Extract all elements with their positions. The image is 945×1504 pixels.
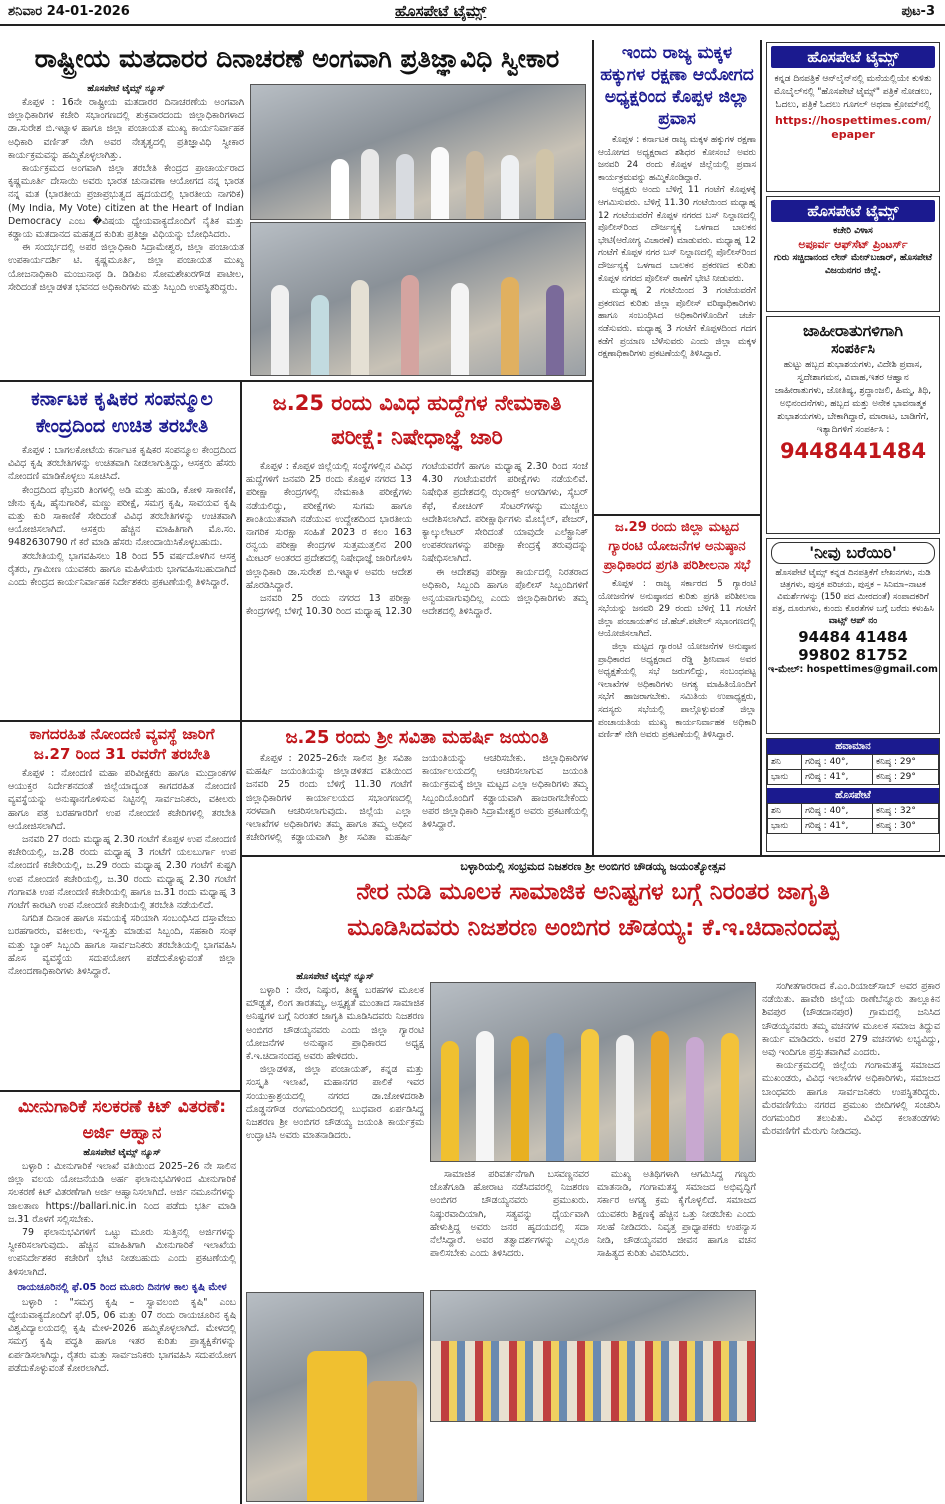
row-divider	[0, 720, 240, 722]
paragraph: ಕಾರ್ಯಕ್ರಮದ ಅಂಗವಾಗಿ ಜಿಲ್ಲಾ ತರಬೇತಿ ಕೇಂದ್ರದ ಪ್ರಾಚಾರ್ಯರಾದ ಕೃಷ್ಣಮೂರ್ತಿ ದೇಸಾಯಿ ಅವರು ಭಾರತ ಚುನಾವಣಾ ಆಯೋಗದ ನನ್ನ ಭಾರತ ನನ್ನ ಮತ (ಭಾರತೀಯ ಪ್ರಜಾಪ್ರಭುತ್ವದ ಹೃದಯದಲ್ಲಿ ಭಾರತೀಯ ನಾಗರಿಕ) (My India, My Vote) citizen at the Heart of Indian Democracy ಎಂಬ �ವಿಷಯ ಧ್ಯೇಯವಾಕ್ಯದೊಂದಿಗೆ ನೈತಿಕ ಮತ್ತು ಕಡ್ಡಾಯ ಮತದಾನದ ಮಹತ್ವದ ಕುರಿತು ಪ್ರತಿಜ್ಞಾ ವಿಧಿಯನ್ನು ಬೋಧಿಸಿದರು.	[8, 163, 244, 241]
paragraph: ತರಬೇತಿಯಲ್ಲಿ ಭಾಗವಹಿಸಲು 18 ರಿಂದ 55 ವರ್ಷದೊಳಗಿನ ಆಸಕ್ತ ರೈತರು, ಗ್ರಾಮೀಣ ಯುವಕರು ಹಾಗೂ ಮಹಿಳೆಯರು ಭಾಗವಹಿಸಬಹುದಾಗಿದೆ ಎಂದು ಕೇಂದ್ರದ ಕಾರ್ಯನಿರ್ವಾಹಕ ನಿರ್ದೇಶಕರು ಪ್ರಕಟಣೆಯಲ್ಲಿ ತಿಳಿಸಿದ್ದಾರೆ.	[8, 550, 236, 589]
sidebar-office	[766, 196, 940, 312]
article-guarantee	[598, 518, 756, 853]
paragraph: ಕೊಪ್ಪಳ : ರಾಜ್ಯ ಸರ್ಕಾರದ 5 ಗ್ಯಾರಂಟಿ ಯೋಜನೆಗಳ ಅನುಷ್ಠಾನದ ಕುರಿತು ಪ್ರಗತಿ ಪರಿಶೀಲನಾ ಸಭೆಯನ್ನು ಜನವರಿ 29 ರಂದು ಬೆಳಿಗ್ಗೆ 11 ಗಂಟೆಗೆ ಜಿಲ್ಲಾ ಪಂಚಾಯತ್‌ನ ಜೆ.ಹೆಚ್.ಪಟೇಲ್ ಸಭಾಂಗಣದಲ್ಲಿ ಆಯೋಜಿಸಲಾಗಿದೆ.	[598, 579, 756, 640]
paragraph: ಮುಖ್ಯ ಅತಿಥಿಗಳಾಗಿ ಆಗಮಿಸಿದ್ದ ಗಣ್ಯರು ಮಾತನಾಡಿ, ಗಂಗಾಮತಸ್ಥ ಸಮಾಜದ ಅಭಿವೃದ್ಧಿಗೆ ಸರ್ಕಾರ ಅಗತ್ಯ ಕ್ರಮ ಕೈಗೊಳ್ಳಲಿದೆ. ಸಮಾಜದ ಯುವಕರು ಶಿಕ್ಷಣಕ್ಕೆ ಹೆಚ್ಚಿನ ಒತ್ತು ನೀಡಬೇಕು ಎಂದು ಸಲಹೆ ನೀಡಿದರು. ನಿವೃತ್ತ ಪ್ರಾಧ್ಯಾಪಕರು ಉಪನ್ಯಾಸ ನೀಡಿ, ಚೌಡಯ್ಯನವರ ಜೀವನ ಹಾಗೂ ವಚನ ಸಾಹಿತ್ಯದ ಕುರಿತು ವಿವರಿಸಿದರು.	[597, 1169, 756, 1260]
article-body	[598, 578, 756, 742]
paragraph: ಜನವರಿ 25 ರಂದು ನಗರದ 13 ಪರೀಕ್ಷಾ ಕೇಂದ್ರಗಳಲ್ಲಿ ಬೆಳಿಗ್ಗೆ 10.30 ರಿಂದ ಮಧ್ಯಾಹ್ನ 12.30 ಗಂಟೆಯವರೆಗೆ ಹಾಗೂ ಮಧ್ಯಾಹ್ನ 2.30 ರಿಂದ ಸಂಜೆ 4.30 ಗಂಟೆಯವರೆಗೆ ಪರೀಕ್ಷೆಗಳು ನಡೆಯಲಿವೆ. ನಿಷೇಧಿತ ಪ್ರದೇಶದಲ್ಲಿ ಝರಾಕ್ಸ್ ಅಂಗಡಿಗಳು, ಸೈಬರ್ ಕೆಫೆ, ಕೋಚಿಂಗ್ ಸೆಂಟರ್‌ಗಳನ್ನು ಮುಚ್ಚಲು ಆದೇಶಿಸಲಾಗಿದೆ. ಪರೀಕ್ಷಾರ್ಥಿಗಳು ಮೊಬೈಲ್, ಪೇಜರ್, ಕ್ಯಾಲ್ಕುಲೇಟರ್ ಸೇರಿದಂತೆ ಯಾವುದೇ ಎಲೆಕ್ಟ್ರಾನಿಕ್ ಉಪಕರಣಗಳನ್ನು ಪರೀಕ್ಷಾ ಕೇಂದ್ರಕ್ಕೆ ತರುವುದನ್ನು ನಿಷೇಧಿಸಲಾಗಿದೆ.	[246, 461, 588, 618]
row-divider	[240, 855, 945, 857]
weather-day: ಶನಿ	[768, 755, 802, 770]
article-body	[246, 984, 424, 1142]
article-child-rights	[598, 42, 756, 512]
paragraph: ಬಳ್ಳಾರಿ : "ಸಮಗ್ರ ಕೃಷಿ – ಸ್ವಾವಲಂಬಿ ಕೃಷಿ" ಎಂಬ ಧ್ಯೇಯವಾಕ್ಯದೊಂದಿಗೆ ಫೆ.05, 06 ಮತ್ತು 07 ರಂದು ರಾಯಚೂರಿನ ಕೃಷಿ ವಿಶ್ವವಿದ್ಯಾಲಯದಲ್ಲಿ ಕೃಷಿ ಮೇಳ-2026 ಹಮ್ಮಿಕೊಳ್ಳಲಾಗಿದೆ. ಮೇಳದಲ್ಲಿ ಸಮಗ್ರ ಕೃಷಿ ಪದ್ಧತಿ ಹಾಗೂ ಇತರ ಕುರಿತು ಪ್ರಾತ್ಯಕ್ಷಿಕೆಗಳನ್ನು ಏರ್ಪಡಿಸಲಾಗಿದ್ದು, ರೈತರು ಮತ್ತು ಸಾರ್ವಜನಿಕರು ಭಾಗವಹಿಸಿ ಸದುಪಯೋಗ ಪಡೆದುಕೊಳ್ಳುವಂತೆ ಕೋರಲಾಗಿದೆ.	[8, 1296, 236, 1374]
pledge-photo-top	[250, 84, 586, 220]
paragraph: ಅಧ್ಯಕ್ಷರು ಅಂದು ಬೆಳಿಗ್ಗೆ 11 ಗಂಟೆಗೆ ಕೊಪ್ಪಳಕ್ಕೆ ಆಗಮಿಸುವರು. ಬೆಳಿಗ್ಗೆ 11.30 ಗಂಟೆಯಿಂದ ಮಧ್ಯಾಹ್ನ 12 ಗಂಟೆಯವರೆಗೆ ಕೊಪ್ಪಳ ನಗರದ ಬಸ್ ನಿಲ್ದಾಣದಲ್ಲಿ ಪೊಲೀಸ್‌ರಿಂದ ದೌರ್ಜನ್ಯಕ್ಕೆ ಒಳಗಾದ ಬಾಲಕನ ಭೇಟಿ(ಆರೋಗ್ಯ ವಿಚಾರಣೆ) ಮಾಡುವರು. ಮಧ್ಯಾಹ್ನ 12 ಗಂಟೆಗೆ ಕೊಪ್ಪಳ ನಗರ ಬಸ್ ನಿಲ್ದಾಣದಲ್ಲಿ ಪೊಲೀಸ್‌ರಿಂದ ದೌರ್ಜನ್ಯಕ್ಕೆ ಒಳಗಾದ ಬಾಲಕನ ಪ್ರಕರಣದ ಕುರಿತು ಕೊಪ್ಪಳ ನಗರದ ಪೊಲೀಸ್ ಠಾಣೆಗೆ ಭೇಟಿ ನೀಡುವರು.	[598, 185, 756, 284]
issue-date: ಶನಿವಾರ 24-01-2026	[8, 4, 130, 19]
speaker-photo	[246, 1292, 424, 1502]
weather-title: ಹವಾಮಾನ	[767, 739, 939, 754]
write-email[interactable]: ಇ-ಮೇಲ್: hospettimes@gmail.com	[768, 664, 938, 675]
weather-day: ಶನಿ	[768, 804, 802, 819]
office-title: ಹೊಸಪೇಟೆ ಟೈಮ್ಸ್	[771, 200, 935, 222]
article-headline: ಜ.25 ರಂದು ವಿವಿಧ ಹುದ್ದೆಗಳ ನೇಮಕಾತಿ ಪರೀಕ್ಷೆ: ನಿಷೇಧಾಜ್ಞೆ ಜಾರಿ	[272, 391, 562, 449]
article-body	[246, 752, 588, 844]
paragraph: ಕೊಪ್ಪಳ : 16ನೇ ರಾಷ್ಟ್ರೀಯ ಮತದಾರರ ದಿನಾಚರಣೆಯ ಅಂಗವಾಗಿ ಜಿಲ್ಲಾಧಿಕಾರಿಗಳ ಕಚೇರಿ ಸಭಾಂಗಣದಲ್ಲಿ ಶುಕ್ರವಾರದಂದು ಜಿಲ್ಲಾಧಿಕಾರಿಗಳಾದ ಡಾ.ಸುರೇಶ ಬಿ.ಇಟ್ನಾಳ ಹಾಗೂ ಜಿಲ್ಲಾ ಪಂಚಾಯತ ಮುಖ್ಯ ಕಾರ್ಯನಿರ್ವಾಹಕ ಅಧಿಕಾರಿ ವರ್ಣಿತ್ ನೇಗಿ ಅವರ ನೇತೃತ್ವದಲ್ಲಿ ಪ್ರತಿಜ್ಞಾವಿಧಿ ಸ್ವೀಕಾರ ಕಾರ್ಯಕ್ರಮವನ್ನು ಹಮ್ಮಿಕೊಳ್ಳಲಾಗಿತ್ತು.	[8, 97, 244, 161]
weather-row	[768, 804, 939, 819]
write-title: 'ನೀವು ಬರೆಯಿರಿ'	[771, 542, 935, 564]
article-body	[430, 1168, 756, 1260]
weather-min: ಕನಿಷ್ಠ : 32°	[872, 804, 938, 819]
page-number: ಪುಟ-3	[901, 4, 935, 19]
paragraph: ಸಾಮಾಜಿಕ ಪರಿವರ್ತನೆಗಾಗಿ ಬಸವಣ್ಣನವರ ಜೊತೆಗೂಡಿ ಹೋರಾಟ ನಡೆಸಿದವರಲ್ಲಿ ನಿಜಶರಣ ಅಂಬಿಗರ ಚೌಡಯ್ಯನವರು ಪ್ರಮುಖರು. ನಿಷ್ಠುರವಾದಿಯಾಗಿ, ಸತ್ಯವನ್ನು ಧೈರ್ಯವಾಗಿ ಹೇಳುತ್ತಿದ್ದ ಅವರು ಜನರ ಹೃದಯದಲ್ಲಿ ಸದಾ ನೆಲೆಸಿದ್ದಾರೆ. ಅವರ ತತ್ವಾದರ್ಶಗಳನ್ನು ಎಲ್ಲರೂ ಪಾಲಿಸಬೇಕು ಎಂದು ತಿಳಿಸಿದರು.	[430, 1169, 589, 1260]
article-body	[598, 134, 756, 361]
article-exam	[246, 386, 588, 718]
article-pledge	[8, 42, 586, 378]
weather-table-2	[767, 803, 939, 834]
ads-title: ಜಾಹೀರಾತುಗಳಿಗಾಗಿ	[802, 321, 904, 340]
ads-phone: 9448441484	[779, 439, 927, 463]
paragraph: ಕೊಪ್ಪಳ : 2025–26ನೇ ಸಾಲಿನ ಶ್ರೀ ಸವಿತಾ ಮಹರ್ಷಿ ಜಯಂತಿಯನ್ನು ಜಿಲ್ಲಾಡಳಿತದ ವತಿಯಿಂದ ಜನವರಿ 25 ರಂದು ಬೆಳಿಗ್ಗೆ 11.30 ಗಂಟೆಗೆ ಜಿಲ್ಲಾಧಿಕಾರಿಗಳ ಕಾರ್ಯಾಲಯದ ಸಭಾಂಗಣದಲ್ಲಿ ಸರಳವಾಗಿ ಆಚರಿಸಲಾಗುವುದು. ಜಿಲ್ಲೆಯ ಎಲ್ಲಾ ಇಲಾಖೆಗಳ ಅಧಿಕಾರಿಗಳು ತಮ್ಮ ಹಾಗೂ ತಮ್ಮ ಅಧೀನ ಕಚೇರಿಗಳಲ್ಲಿ ಕಡ್ಡಾಯವಾಗಿ ಶ್ರೀ ಸವಿತಾ ಮಹರ್ಷಿ ಜಯಂತಿಯನ್ನು ಆಚರಿಸಬೇಕು. ಜಿಲ್ಲಾಧಿಕಾರಿಗಳ ಕಾರ್ಯಾಲಯದಲ್ಲಿ ಆಚರಿಸಲಾಗುವ ಜಯಂತಿ ಕಾರ್ಯಕ್ರಮಕ್ಕೆ ಜಿಲ್ಲಾ ಮಟ್ಟದ ಎಲ್ಲಾ ಅಧಿಕಾರಿಗಳು ತಮ್ಮ ಸಿಬ್ಬಂದಿಯೊಂದಿಗೆ ಕಡ್ಡಾಯವಾಗಿ ಹಾಜರಾಗಬೇಕೆಂದು ಅಪರ ಜಿಲ್ಲಾಧಿಕಾರಿ ಸಿದ್ರಾಮೇಶ್ವರ ಅವರು ಪ್ರಕಟಣೆಯಲ್ಲಿ ತಿಳಿಸಿದ್ದಾರೆ.	[246, 753, 588, 844]
article-headline: ರಾಷ್ಟ್ರೀಯ ಮತದಾರರ ದಿನಾಚರಣೆ ಅಂಗವಾಗಿ ಪ್ರತಿಜ್ಞಾವಿಧಿ ಸ್ವೀಕಾರ	[34, 44, 560, 73]
paragraph: ಕೊಪ್ಪಳ : ಕರ್ನಾಟಕ ರಾಜ್ಯ ಮಕ್ಕಳ ಹಕ್ಕುಗಳ ರಕ್ಷಣಾ ಆಯೋಗದ ಅಧ್ಯಕ್ಷರಾದ ಶಶಿಧರ ಕೋಸಂಬೆ ಅವರು ಜನವರಿ 24 ರಂದು ಕೊಪ್ಪಳ ಜಿಲ್ಲೆಯಲ್ಲಿ ಪ್ರವಾಸ ಕಾರ್ಯಕ್ರಮವನ್ನು ಹಮ್ಮಿಕೊಂಡಿದ್ದಾರೆ.	[598, 135, 756, 183]
write-text: ಹೊಸಪೇಟೆ ಟೈಮ್ಸ್ ಕನ್ನಡ ದಿನಪತ್ರಿಕೆಗೆ ಲೇಖನಗಳು, ನುಡಿ ಚಿತ್ರಗಳು, ಪುಸ್ತಕ ಪರಿಚಯ, ಪುಸ್ತಕ – ಸಿನಿಮಾ–ನಾಟಕ ವಿಮರ್ಶೆಗಳನ್ನು (150 ಪದ ಮೀರದಂತೆ) ಸಂಪಾದಕರಿಗೆ ಪತ್ರ, ದೂರುಗಳು, ಕುಂದು ಕೊರತೆಗಳ ಬಗ್ಗೆ ಬರೆದು ಕಳುಹಿಸಿ	[772, 568, 934, 614]
weather-table	[767, 754, 939, 785]
article-body	[8, 444, 236, 589]
article-subhead: ಜ.27 ರಿಂದ 31 ರವರೆಗೆ ತರಬೇತಿ	[33, 745, 211, 763]
ads-text: ಹುಟ್ಟು ಹಬ್ಬದ ಶುಭಾಶಯಗಳು, ವಿದೇಶಿ ಪ್ರವಾಸ, ಸ್ವದೇಶಾಗಮನ, ವಿವಾಹ,ಇತರ ಆಹ್ವಾನ ಜಾಹೀರಾತುಗಳು, ಜೋತಿಷ್ಯ, ಶ್ರದ್ಧಾಂಜಲಿ, ಹಿಮ್ಮ, ತಿಥಿ, ಅಭಿನಂದನೆಗಳು, ಹಬ್ಬದ ಮತ್ತು ಅನೇಕ ಭಾವನಾತ್ಮಕ ಶುಭಾಶಯಗಳು, ಬೇಕಾಗಿದ್ದಾರೆ, ಮಾರಾಟ, ಬಾಡಿಗೆಗೆ, ಇತ್ಯಾದಿಗಳಿಗೆ ಸಂಪರ್ಕಿಸಿ :	[774, 360, 932, 435]
weather-max: ಗರಿಷ್ಠ : 40°,	[802, 804, 873, 819]
article-body	[8, 96, 244, 294]
paragraph: ಕಾರ್ಯಕ್ರಮದಲ್ಲಿ ಜಿಲ್ಲೆಯ ಗಂಗಾಮತಸ್ಥ ಸಮಾಜದ ಮುಖಂಡರು, ವಿವಿಧ ಇಲಾಖೆಗಳ ಅಧಿಕಾರಿಗಳು, ಸಮಾಜದ ಬಾಂಧವರು ಹಾಗೂ ಸಾರ್ವಜನಿಕರು ಉಪಸ್ಥಿತರಿದ್ದರು. ಮೆರವಣಿಗೆಯು ನಗರದ ಪ್ರಮುಖ ಬೀದಿಗಳಲ್ಲಿ ಸಂಚರಿಸಿ ರಂಗಮಂದಿರ ತಲುಪಿತು. ವಿವಿಧ ಕಲಾತಂಡಗಳು ಮೆರವಣಿಗೆಗೆ ಮೆರುಗು ನೀಡಿದವು.	[762, 1060, 940, 1138]
article-byline: ಹೊಸಪೇಟೆ ಟೈಮ್ಸ್ ನ್ಯೂಸ್	[296, 972, 374, 982]
paragraph: ಮಧ್ಯಾಹ್ನ 2 ಗಂಟೆಯಿಂದ 3 ಗಂಟೆಯವರೆಗೆ ಪ್ರಕರಣದ ಕುರಿತು ಜಿಲ್ಲಾ ಪೊಲೀಸ್ ವರಿಷ್ಠಾಧಿಕಾರಿಗಳು ಹಾಗೂ ಸಂಬಂಧಿಸಿದ ಅಧಿಕಾರಿಗಳೊಂದಿಗೆ ಚರ್ಚೆ ನಡೆಸುವರು. ಮಧ್ಯಾಹ್ನ 3 ಗಂಟೆಗೆ ಕೊಪ್ಪಳದಿಂದ ಗದಗ ಕಡೆಗೆ ಪ್ರಯಾಣ ಬೆಳೆಸುವರು ಎಂದು ಜಿಲ್ಲಾ ಮಕ್ಕಳ ರಕ್ಷಣಾಧಿಕಾರಿಗಳು ಪ್ರಕಟಣೆಯಲ್ಲಿ ತಿಳಿಸಿದ್ದಾರೆ.	[598, 286, 756, 360]
sidebar-weather	[766, 738, 940, 852]
weather-title-2: ಹೊಸಪೇಟೆ	[767, 788, 939, 803]
write-label: ವಾಟ್ಸ್ ಆಪ್ ನಂ	[828, 616, 878, 626]
article-body	[762, 980, 940, 1138]
weather-day: ಭಾನು	[768, 819, 802, 834]
paragraph: ಈ ಆದೇಶವು ಪರೀಕ್ಷಾ ಕಾರ್ಯದಲ್ಲಿ ನಿರತರಾದ ಅಧಿಕಾರಿ, ಸಿಬ್ಬಂದಿ ಹಾಗೂ ಪೊಲೀಸ್ ಸಿಬ್ಬಂದಿಗಳಿಗೆ ಅನ್ವಯವಾಗುವುದಿಲ್ಲ ಎಂದು ಜಿಲ್ಲಾಧಿಕಾರಿಗಳು ತಮ್ಮ ಆದೇಶದಲ್ಲಿ ತಿಳಿಸಿದ್ದಾರೆ.	[422, 566, 588, 618]
article-ambigara	[246, 860, 940, 1502]
article-kicker: ಬಳ್ಳಾರಿಯಲ್ಲಿ ಸಂಭ್ರಮದ ನಿಜಶರಣ ಶ್ರೀ ಅಂಬಿಗರ ಚೌಡಯ್ಯ ಜಯಂತ್ಯೋತ್ಸವ	[460, 860, 726, 873]
office-address: ಗುರು ಸಚ್ಚಿದಾನಂದ ಲೇನ್ ಮೇನ್‌ಬಜಾರ್, ಹೊಸಪೇಟೆ ವಿಜಯನಗರ ಜಿಲ್ಲೆ.	[773, 253, 933, 276]
article-headline-line1: ನೇರ ನುಡಿ ಮೂಲಕ ಸಾಮಾಜಿಕ ಅನಿಷ್ಟಗಳ ಬಗ್ಗೆ ನಿರಂತರ ಜಾಗೃತಿ	[356, 879, 830, 905]
article-byline: ಹೊಸಪೇಟೆ ಟೈಮ್ಸ್ ನ್ಯೂಸ್	[87, 84, 165, 94]
article-body	[246, 460, 588, 618]
article-body	[8, 1160, 236, 1279]
article-body	[8, 1296, 236, 1375]
ambigara-group-photo	[430, 982, 756, 1162]
audience-photo	[430, 1290, 756, 1422]
paragraph: ಜನವರಿ 27 ರಂದು ಮಧ್ಯಾಹ್ನ 2.30 ಗಂಟೆಗೆ ಕೊಪ್ಪಳ ಉಪ ನೋಂದಣಿ ಕಚೇರಿಯಲ್ಲಿ, ಜ.28 ರಂದು ಮಧ್ಯಾಹ್ನ 3 ಗಂಟೆಗೆ ಯಲಬುರ್ಗಾ ಉಪ ನೋಂದಣಿ ಕಚೇರಿಯಲ್ಲಿ, ಜ.29 ರಂದು ಮಧ್ಯಾಹ್ನ 2.30 ಗಂಟೆಗೆ ಕುಷ್ಟಗಿ ಉಪ ನೋಂದಣಿ ಕಚೇರಿಯಲ್ಲಿ, ಜ.30 ರಂದು ಮಧ್ಯಾಹ್ನ 2.30 ಗಂಟೆಗೆ ಗಂಗಾವತಿ ಉಪ ನೋಂದಣಿ ಕಚೇರಿಯಲ್ಲಿ ಹಾಗೂ ಜ.31 ರಂದು ಮಧ್ಯಾಹ್ನ 3 ಗಂಟೆಗೆ ಕಾರಟಗಿ ಉಪ ನೋಂದಣಿ ಕಚೇರಿಯಲ್ಲಿ ತರಬೇತಿ ನಡೆಯಲಿದೆ.	[8, 834, 236, 912]
article-training	[8, 386, 236, 718]
weather-row	[768, 770, 939, 785]
article-byline: ಹೊಸಪೇಟೆ ಟೈಮ್ಸ್ ನ್ಯೂಸ್	[83, 1148, 161, 1158]
weather-max: ಗರಿಷ್ಠ : 40°,	[802, 755, 873, 770]
article-headline: ಕಾಗದರಹಿತ ನೋಂದಣಿ ವ್ಯವಸ್ಥೆ ಜಾರಿಗೆ	[29, 725, 215, 743]
epaper-link[interactable]: https://hospettimes.com/ epaper	[775, 114, 931, 141]
paragraph: ಸಂಗೀತಗಾರರಾದ ಕೆ.ಎಂ.ರಿಯಾಜ್‌ಸಾಬ್ ಅವರ ಪ್ರಕಾರ ನಡೆಯಿತು. ಹಾವೇರಿ ಜಿಲ್ಲೆಯ ರಾಣೆಬೆನ್ನೂರು ತಾಲ್ಲೂಕಿನ ಶಿವಪುರ (ಚೌಡದಾನಪುರ) ಗ್ರಾಮದಲ್ಲಿ ಜನಿಸಿದ ಚೌಡಯ್ಯನವರು ತಮ್ಮ ವಚನಗಳ ಮೂಲಕ ಸಮಾಜ ತಿದ್ದುವ ಕಾರ್ಯ ಮಾಡಿದರು. ಅವರ 279 ವಚನಗಳು ಲಭ್ಯವಿದ್ದು, ಅವು ಇಂದಿಗೂ ಪ್ರಸ್ತುತವಾಗಿವೆ ಎಂದರು.	[762, 981, 940, 1059]
article-headline: ಕರ್ನಾಟಕ ಕೃಷಿಕರ ಸಂಪನ್ಮೂಲ ಕೇಂದ್ರದಿಂದ ಉಚಿತ ತರಬೇತಿ	[31, 388, 213, 437]
paragraph: ಈ ಸಂದರ್ಭದಲ್ಲಿ ಅಪರ ಜಿಲ್ಲಾಧಿಕಾರಿ ಸಿದ್ರಾಮೇಶ್ವರ, ಜಿಲ್ಲಾ ಪಂಚಾಯತ ಉಪಕಾರ್ಯದರ್ಶಿ ಟಿ. ಕೃಷ್ಣಮೂರ್ತಿ, ಜಿಲ್ಲಾ ಪಂಚಾಯತ ಮುಖ್ಯ ಯೋಜನಾಧಿಕಾರಿ ಮಂಜುನಾಥ ಡಿ. ಡಿಡಿಪಿಐ ಸೋಮಶೇಖರಗೌಡ ಪಾಟೀಲ, ಸೇರಿದಂತೆ ಜಿಲ್ಲಾಡಳಿತ ಭವನದ ಅಧಿಕಾರಿಗಳು ಮತ್ತು ಸಿಬ್ಬಂದಿ ಉಪಸ್ಥಿತರಿದ್ದರು.	[8, 242, 244, 293]
paper-name: ಹೊಸಪೇಟೆ ಟೈಮ್ಸ್	[395, 2, 487, 20]
write-phone-1: 94484 41484	[798, 628, 908, 646]
paragraph: ಕೇಂದ್ರದಿಂದ ಫೆಬ್ರವರಿ ತಿಂಗಳಲ್ಲಿ ಅಡಿ ಮತ್ತು ಹುಂಡಿ, ಕೋಳಿ ಸಾಕಾಣಿಕೆ, ಜೇನು ಕೃಷಿ, ಹೈನುಗಾರಿಕೆ, ಮಣ್ಣು ಪರೀಕ್ಷೆ, ಸಮಗ್ರ ಕೃಷಿ, ಸಾವಯವ ಕೃಷಿ ಮತ್ತು ಕುರಿ ಸಾಕಾಣಿಕೆ ಸೇರಿದಂತೆ ವಿವಿಧ ತರಬೇತಿಗಳನ್ನು ಉಚಿತವಾಗಿ ಆಯೋಜಿಸಲಾಗಿದೆ. ಆಸಕ್ತರು ಹೆಚ್ಚಿನ ಮಾಹಿತಿಗಾಗಿ ಮೊ.ಸಂ. 9482630790 ಗೆ ಕರೆ ಮಾಡಿ ಹೆಸರು ನೋಂದಾಯಿಸಿಕೊಳ್ಳಬಹುದು.	[8, 484, 236, 549]
article-headline: ಜ.29 ರಂದು ಜಿಲ್ಲಾ ಮಟ್ಟದ ಗ್ಯಾರಂಟಿ ಯೋಜನೆಗಳ ಅನುಷ್ಠಾನ ಪ್ರಾಧಿಕಾರದ ಪ್ರಗತಿ ಪರಿಶೀಲನಾ ಸಭೆ	[603, 520, 751, 573]
article-headline: ಜ.25 ರಂದು ಶ್ರೀ ಸವಿತಾ ಮಹರ್ಷಿ ಜಯಂತಿ	[285, 727, 549, 748]
write-phone-2: 99802 81752	[798, 646, 908, 664]
paragraph: ಕೊಪ್ಪಳ : ಕೊಪ್ಪಳ ಜಿಲ್ಲೆಯಲ್ಲಿ ಸಂಸ್ಥೆಗಳಲ್ಲಿನ ವಿವಿಧ ಹುದ್ದೆಗಳಿಗೆ ಜನವರಿ 25 ರಂದು ಕೊಪ್ಪಳ ನಗರದ 13 ಪರೀಕ್ಷಾ ಕೇಂದ್ರಗಳಲ್ಲಿ ನೇಮಕಾತಿ ಪರೀಕ್ಷೆಗಳು ನಡೆಯಲಿದ್ದು, ಪರೀಕ್ಷೆಗಳು ಸುಗಮ ಹಾಗೂ ಶಾಂತಿಯುತವಾಗಿ ನಡೆಯುವ ಉದ್ದೇಶದಿಂದ ಭಾರತೀಯ ನಾಗರಿಕ ಸುರಕ್ಷಾ ಸಂಹಿತೆ 2023 ರ ಕಲಂ 163 ರನ್ವಯ ಪರೀಕ್ಷಾ ಕೇಂದ್ರಗಳ ಸುತ್ತಮುತ್ತಲಿನ 200 ಮೀಟರ್ ಅಂತರದ ಪ್ರದೇಶದಲ್ಲಿ ನಿಷೇಧಾಜ್ಞೆ ಜಾರಿಗೊಳಿಸಿ ಜಿಲ್ಲಾಧಿಕಾರಿ ಡಾ.ಸುರೇಶ ಬಿ.ಇಟ್ನಾಳ ಅವರು ಆದೇಶ ಹೊರಡಿಸಿದ್ದಾರೆ.	[246, 461, 412, 591]
article-headline: ಮೀನುಗಾರಿಕೆ ಸಲಕರಣೆ ಕಿಟ್ ವಿತರಣೆ: ಅರ್ಜಿ ಆಹ್ವಾನ	[17, 1097, 227, 1143]
article-headline: ಇಂದು ರಾಜ್ಯ ಮಕ್ಕಳ ಹಕ್ಕುಗಳ ರಕ್ಷಣಾ ಆಯೋಗದ ಅಧ್ಯಕ್ಷರಿಂದ ಕೊಪ್ಪಳ ಜಿಲ್ಲಾ ಪ್ರವಾಸ	[600, 43, 754, 129]
article-fish	[8, 1094, 236, 1500]
row-divider	[594, 514, 760, 516]
masthead	[0, 0, 945, 26]
epaper-title: ಹೊಸಪೇಟೆ ಟೈಮ್ಸ್	[771, 46, 935, 68]
row-divider	[0, 1090, 240, 1092]
sidebar-ads	[766, 316, 940, 534]
weather-max: ಗರಿಷ್ಠ : 41°,	[802, 819, 873, 834]
office-press: ಅಪೂರ್ವ ಆಫ್‌ಸೆಟ್ ಪ್ರಿಂಟರ್ಸ್	[798, 238, 908, 251]
ads-subtitle: ಸಂಪರ್ಕಿಸಿ	[831, 341, 875, 357]
paragraph: ಕೊಪ್ಪಳ : ಬಾಗಲಕೋಟೆಯ ಕರ್ನಾಟಕ ಕೃಷಿಕರ ಸಂಪನ್ಮೂಲ ಕೇಂದ್ರದಿಂದ ವಿವಿಧ ಕೃಷಿ ತರಬೇತಿಗಳನ್ನು ಉಚಿತವಾಗಿ ನೀಡಲಾಗುತ್ತಿದ್ದು, ಆಸಕ್ತರು ಹೆಸರು ನೋಂದಣಿ ಮಾಡಿಕೊಳ್ಳಲು ಸೂಚಿಸಿದೆ.	[8, 445, 236, 483]
weather-min: ಕನಿಷ್ಠ : 29°	[872, 755, 938, 770]
sidebar-epaper	[766, 42, 940, 192]
row-divider	[0, 380, 592, 382]
office-label: ಕಚೇರಿ ವಿಳಾಸ	[833, 226, 873, 236]
article-kagadarahita	[8, 724, 236, 1088]
paragraph: ಜಿಲ್ಲಾಡಳಿತ, ಜಿಲ್ಲಾ ಪಂಚಾಯತ್, ಕನ್ನಡ ಮತ್ತು ಸಂಸ್ಕೃತಿ ಇಲಾಖೆ, ಮಹಾನಗರ ಪಾಲಿಕೆ ಇವರ ಸಂಯುಕ್ತಾಶ್ರಯದಲ್ಲಿ ನಗರದ ಡಾ.ಜೋಳದರಾಶಿ ದೊಡ್ಡನಗೌಡ ರಂಗಮಂದಿರದಲ್ಲಿ ಬುಧವಾರ ಏರ್ಪಡಿಸಿದ್ದ ನಿಜಶರಣ ಶ್ರೀ ಅಂಬಿಗರ ಚೌಡಯ್ಯ ಜಯಂತಿ ಕಾರ್ಯಕ್ರಮ ಉದ್ಘಾಟಿಸಿ ಅವರು ಮಾತನಾಡಿದರು.	[246, 1064, 424, 1142]
article-savitha	[246, 724, 588, 852]
article-subhead: ರಾಯಚೂರಿನಲ್ಲಿ ಫೆ.05 ರಿಂದ ಮೂರು ದಿನಗಳ ಕಾಲ ಕೃಷಿ ಮೇಳ	[17, 1281, 227, 1293]
column-divider	[592, 40, 594, 855]
paragraph: ಕೊಪ್ಪಳ : ನೋಂದಣಿ ಮಹಾ ಪರಿವೀಕ್ಷಕರು ಹಾಗೂ ಮುದ್ರಾಂಕಗಳ ಆಯುಕ್ತರ ನಿರ್ದೇಶನದಂತೆ ಜಿಲ್ಲೆಯಾದ್ಯಂತ ಕಾಗದರಹಿತ ನೋಂದಣಿ ವ್ಯವಸ್ಥೆಯನ್ನು ಅನುಷ್ಠಾನಗೊಳಿಸುವ ನಿಟ್ಟಿನಲ್ಲಿ ಸಾರ್ವಜನಿಕರು, ವಕೀಲರು ಹಾಗೂ ಪತ್ರ ಬರಹಗಾರರಿಗೆ ಉಪ ನೋಂದಣಿ ಕಚೇರಿಗಳಲ್ಲಿ ತರಬೇತಿ ಆಯೋಜಿಸಲಾಗಿದೆ.	[8, 768, 236, 832]
article-body	[8, 767, 236, 978]
weather-max: ಗರಿಷ್ಠ : 41°,	[802, 770, 873, 785]
column-divider	[760, 40, 762, 855]
paragraph: ಬಳ್ಳಾರಿ : ನೇರ, ನಿಷ್ಠುರ, ತೀಕ್ಷ್ಣ ಬರಹಗಳ ಮೂಲಕ ಮೌಢ್ಯತೆ, ಲಿಂಗ ತಾರತಮ್ಯ, ಅಸ್ಪೃಶ್ಯತೆ ಮುಂತಾದ ಸಾಮಾಜಿಕ ಅನಿಷ್ಟಗಳ ಬಗ್ಗೆ ನಿರಂತರ ಜಾಗೃತಿ ಮೂಡಿಸಿದವರು ನಿಜಶರಣ ಅಂಬಿಗರ ಚೌಡಯ್ಯನವರು ಎಂದು ಜಿಲ್ಲಾ ಗ್ಯಾರಂಟಿ ಯೋಜನೆಗಳ ಅನುಷ್ಠಾನ ಪ್ರಾಧಿಕಾರದ ಅಧ್ಯಕ್ಷ ಕೆ.ಇ.ಚಿದಾನಂದಪ್ಪ ಅವರು ಹೇಳಿದರು.	[246, 985, 424, 1063]
paragraph: 79 ಫಲಾನುಭವಿಗಳಿಗೆ ಒಟ್ಟು ಮೂರು ಸುತ್ತಿನಲ್ಲಿ ಅರ್ಜಿಗಳನ್ನು ಸ್ವೀಕರಿಸಲಾಗುವುದು. ಹೆಚ್ಚಿನ ಮಾಹಿತಿಗಾಗಿ ಮೀನುಗಾರಿಕೆ ಇಲಾಖೆಯ ಉಪನಿರ್ದೇಶಕರ ಕಚೇರಿಗೆ ಭೇಟಿ ನೀಡಬಹುದು ಎಂದು ಪ್ರಕಟಣೆಯಲ್ಲಿ ತಿಳಿಸಲಾಗಿದೆ.	[8, 1227, 236, 1278]
row-divider	[240, 720, 592, 722]
weather-min: ಕನಿಷ್ಠ : 29°	[872, 770, 938, 785]
epaper-text: ಕನ್ನಡ ದಿನಪತ್ರಿಕೆ ಆನ್‌ಲೈನ್‌ನಲ್ಲಿ ಮನೆಯಲ್ಲಿಯೇ ಕುಳಿತು ಮೊಬೈಲ್‌ನಲ್ಲಿ "ಹೊಸಪೇಟೆ ಟೈಮ್ಸ್" ಪತ್ರಿಕೆ ನೋಡಲು, ಓದಲು, ಪತ್ರಿಕೆ ಓದಲು ಗೂಗಲ್ ಅಥವಾ ಕ್ರೋಮ್‌ನಲ್ಲಿ	[773, 74, 933, 110]
weather-row	[768, 755, 939, 770]
weather-row	[768, 819, 939, 834]
paragraph: ಬಳ್ಳಾರಿ : ಮೀನುಗಾರಿಕೆ ಇಲಾಖೆ ವತಿಯಿಂದ 2025–26 ನೇ ಸಾಲಿನ ಜಿಲ್ಲಾ ವಲಯ ಯೋಜನೆಯಡಿ ಅರ್ಹ ಫಲಾನುಭವಿಗಳಿಂದ ಮೀನುಗಾರಿಕೆ ಸಲಕರಣೆ ಕಿಟ್ ವಿತರಣೆಗಾಗಿ ಅರ್ಜಿ ಆಹ್ವಾನಿಸಲಾಗಿದೆ. ಅರ್ಜಿ ನಮೂನೆಗಳನ್ನು ಜಾಲತಾಣ https://ballari.nic.in ನಿಂದ ಪಡೆದು ಭರ್ತಿ ಮಾಡಿ ಜ.31 ರೊಳಗೆ ಸಲ್ಲಿಸಬೇಕು.	[8, 1161, 236, 1225]
pledge-photo-bottom	[250, 222, 586, 376]
weather-day: ಭಾನು	[768, 770, 802, 785]
paragraph: ಜಿಲ್ಲಾ ಮಟ್ಟದ ಗ್ಯಾರಂಟಿ ಯೋಜನೆಗಳ ಅನುಷ್ಠಾನ ಪ್ರಾಧಿಕಾರದ ಅಧ್ಯಕ್ಷರಾದ ರೆಡ್ಡಿ ಶ್ರೀನಿವಾಸ ಅವರ ಅಧ್ಯಕ್ಷತೆಯಲ್ಲಿ ಸಭೆ ಜರುಗಲಿದ್ದು, ಸಂಬಂಧಪಟ್ಟ ಇಲಾಖೆಗಳ ಅಧಿಕಾರಿಗಳು ಅಗತ್ಯ ಮಾಹಿತಿಯೊಂದಿಗೆ ಸಭೆಗೆ ಹಾಜರಾಗಬೇಕು. ಸಮಿತಿಯ ಉಪಾಧ್ಯಕ್ಷರು, ಸದಸ್ಯರು ಸಭೆಯಲ್ಲಿ ಪಾಲ್ಗೊಳ್ಳುವಂತೆ ಜಿಲ್ಲಾ ಪಂಚಾಯತಿಯ ಮುಖ್ಯ ಕಾರ್ಯನಿರ್ವಾಹಕ ಅಧಿಕಾರಿ ವರ್ಣಿತ್ ನೇಗಿ ಅವರು ಪ್ರಕಟಣೆಯಲ್ಲಿ ತಿಳಿಸಿದ್ದಾರೆ.	[598, 641, 756, 741]
column-divider	[240, 380, 242, 1504]
paragraph: ನಿಗದಿತ ದಿನಾಂಕ ಹಾಗೂ ಸಮಯಕ್ಕೆ ಸರಿಯಾಗಿ ಸಂಬಂಧಿಸಿದ ದಸ್ತಾವೇಜು ಬರಹಗಾರರು, ವಕೀಲರು, ಇ-ಸ್ವತ್ತು ಮಾಡುವ ಸಿಬ್ಬಂದಿ, ಸಹಕಾರಿ ಸಂಘ ಮತ್ತು ಬ್ಯಾಂಕ್ ಸಿಬ್ಬಂದಿ ಹಾಗೂ ಸಾರ್ವಜನಿಕರು ತರಬೇತಿಯಲ್ಲಿ ಭಾಗವಹಿಸಿ ಹೊಸ ವ್ಯವಸ್ಥೆಯ ಸದುಪಯೋಗ ಪಡೆದುಕೊಳ್ಳುವಂತೆ ಜಿಲ್ಲಾ ನೋಂದಣಾಧಿಕಾರಿಗಳು ತಿಳಿಸಿದ್ದಾರೆ.	[8, 913, 236, 978]
sidebar-write	[766, 538, 940, 734]
article-headline-line2: ಮೂಡಿಸಿದವರು ನಿಜಶರಣ ಅಂಬಿಗರ ಚೌಡಯ್ಯ: ಕೆ.ಇ.ಚಿದಾನಂದಪ್ಪ	[347, 915, 839, 941]
weather-min: ಕನಿಷ್ಠ : 30°	[872, 819, 938, 834]
